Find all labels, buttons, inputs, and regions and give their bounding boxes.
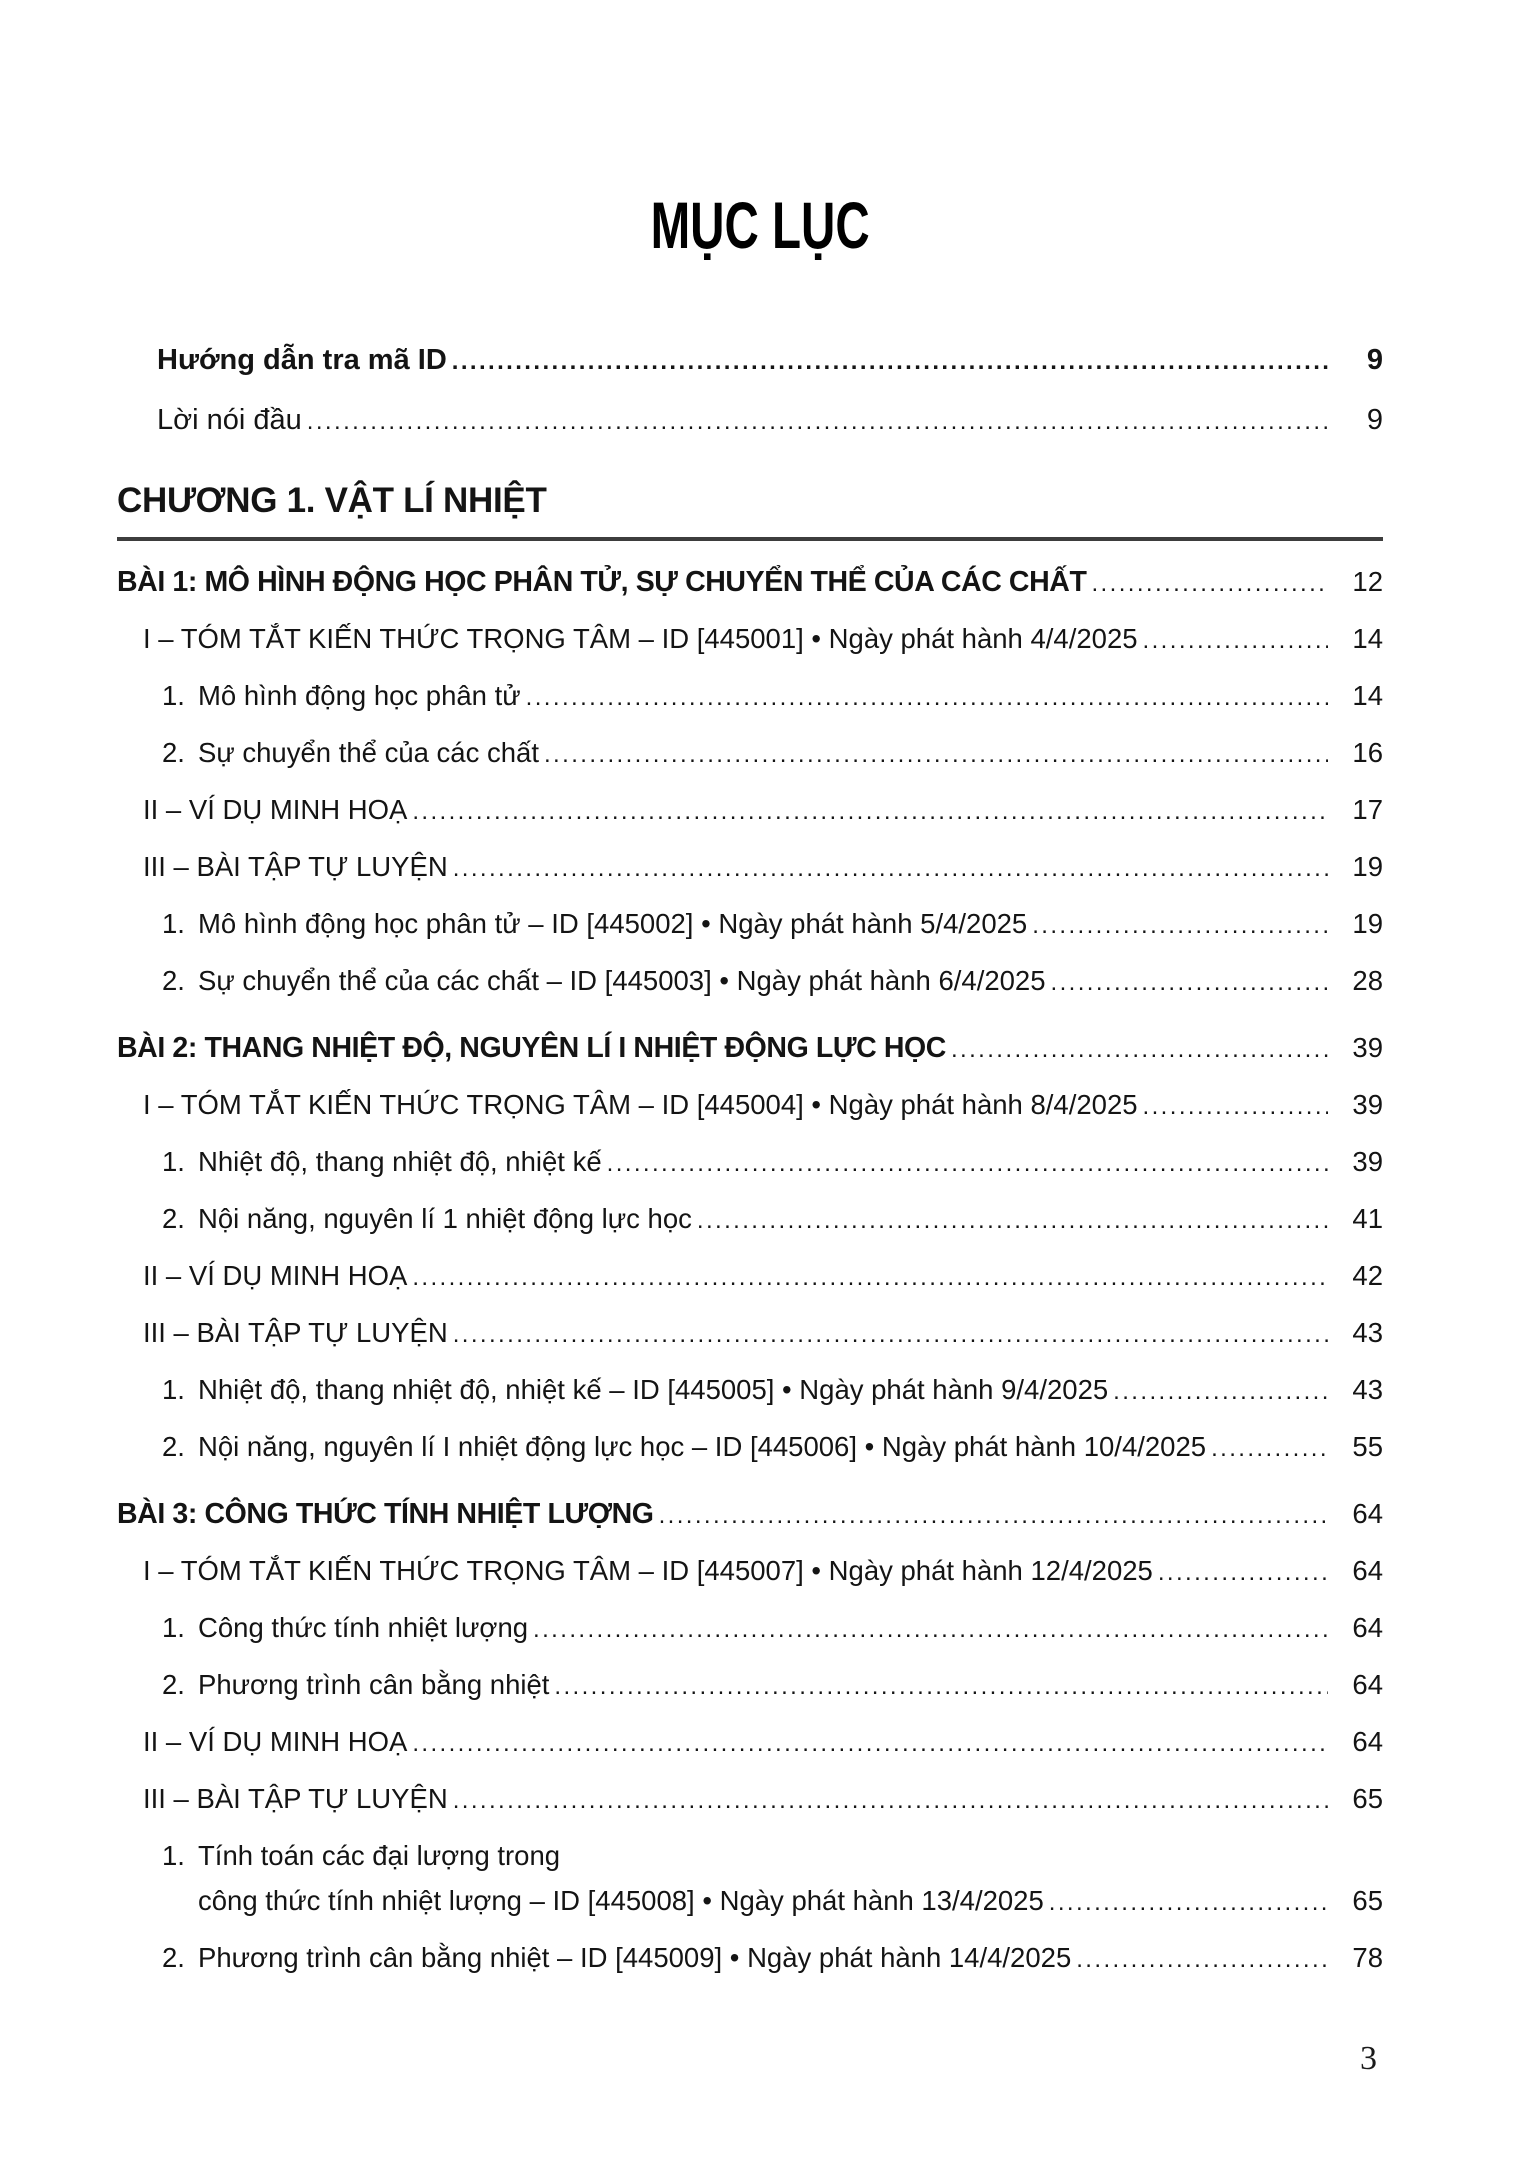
chapter-heading <box>117 471 1383 531</box>
toc-entry-item <box>117 1190 1383 1247</box>
toc-entry-title: Mô hình động học phân tử – ID [445002] • Ngày phát hành 5/4/2025 <box>198 908 1028 939</box>
toc-item-number: 1. <box>162 908 185 939</box>
dot-leader <box>1158 1544 1328 1601</box>
toc-entry-item-continuation <box>117 1872 1383 1929</box>
dot-leader <box>307 393 1328 450</box>
page-title-wrap <box>0 188 1520 262</box>
dot-leader <box>697 1192 1328 1249</box>
toc-entry-page: 19 <box>1352 908 1383 939</box>
toc-entry-title: I – TÓM TẮT KIẾN THỨC TRỌNG TÂM – ID [445004] • Ngày phát hành 8/4/2025 <box>143 1089 1138 1120</box>
toc-entry-page: 19 <box>1352 851 1383 882</box>
toc-entry-title: Nội năng, nguyên lí I nhiệt động lực học – ID [445006] • Ngày phát hành 10/4/2025 <box>198 1431 1207 1462</box>
chapter-divider <box>117 537 1383 541</box>
toc-entry-page: 65 <box>1352 1783 1383 1814</box>
toc-entry-page: 64 <box>1352 1726 1383 1757</box>
toc-entry-lesson <box>117 553 1383 610</box>
toc-entry-page: 16 <box>1352 737 1383 768</box>
dot-leader <box>1143 612 1328 669</box>
toc-entry-section <box>117 1542 1383 1599</box>
toc-entry-title: I – TÓM TẮT KIẾN THỨC TRỌNG TÂM – ID [445001] • Ngày phát hành 4/4/2025 <box>143 623 1138 654</box>
toc-entry-title: BÀI 3: CÔNG THỨC TÍNH NHIỆT LƯỢNG <box>117 1498 654 1530</box>
toc-entry-lesson <box>117 1019 1383 1076</box>
toc-entry-title: III – BÀI TẬP TỰ LUYỆN <box>143 1317 448 1348</box>
toc-item-number: 1. <box>162 680 185 711</box>
toc-entry-item <box>117 667 1383 724</box>
toc-entry-section <box>117 1076 1383 1133</box>
dot-leader <box>526 669 1328 726</box>
toc-entry-item <box>117 1418 1383 1475</box>
toc-entry-page: 78 <box>1352 1942 1383 1973</box>
toc-entry-item <box>117 952 1383 1009</box>
dot-leader <box>607 1135 1328 1192</box>
toc-item-number: 1. <box>162 1840 185 1871</box>
toc-item-number: 2. <box>162 1669 185 1700</box>
dot-leader <box>1076 1931 1328 1988</box>
toc-entry-section <box>117 838 1383 895</box>
dot-leader <box>453 1772 1328 1829</box>
dot-leader <box>1091 555 1328 612</box>
toc-entry-page: 41 <box>1352 1203 1383 1234</box>
toc-entry-title: I – TÓM TẮT KIẾN THỨC TRỌNG TÂM – ID [445007] • Ngày phát hành 12/4/2025 <box>143 1555 1153 1586</box>
toc-entry-title: BÀI 1: MÔ HÌNH ĐỘNG HỌC PHÂN TỬ, SỰ CHUYỂN THỂ CỦA CÁC CHẤT <box>117 566 1087 598</box>
toc-entry-title: II – VÍ DỤ MINH HOẠ <box>143 1726 408 1757</box>
toc-entry-title: công thức tính nhiệt lượng – ID [445008] • Ngày phát hành 13/4/2025 <box>198 1885 1044 1916</box>
dot-leader <box>412 783 1328 840</box>
dot-leader <box>1113 1363 1328 1420</box>
toc-entry-item <box>117 1599 1383 1656</box>
toc-entry-item <box>117 1361 1383 1418</box>
toc-entry-section <box>117 1247 1383 1304</box>
toc-entry-page: 28 <box>1352 965 1383 996</box>
toc-entry-page: 64 <box>1352 1555 1383 1586</box>
toc-entry-title: III – BÀI TẬP TỰ LUYỆN <box>143 851 448 882</box>
toc-entry-page: 64 <box>1352 1498 1383 1529</box>
toc-entry-title: Sự chuyển thể của các chất <box>198 737 539 768</box>
dot-leader <box>412 1715 1328 1772</box>
toc-entry-title: Công thức tính nhiệt lượng <box>198 1612 529 1643</box>
toc-entry-page: 14 <box>1352 623 1383 654</box>
toc-entry-item <box>117 724 1383 781</box>
toc-item-number: 2. <box>162 1431 185 1462</box>
dot-leader <box>533 1601 1328 1658</box>
toc-entry-section <box>117 1713 1383 1770</box>
toc-entry-section <box>117 1770 1383 1827</box>
toc-entry-section <box>117 610 1383 667</box>
page-title: MỤC LỤC <box>650 188 870 262</box>
toc-entry-page: 42 <box>1352 1260 1383 1291</box>
toc-entry-page: 64 <box>1352 1669 1383 1700</box>
toc-entry-item <box>117 1133 1383 1190</box>
toc-entry-title: Hướng dẫn tra mã ID <box>157 344 447 376</box>
dot-leader <box>951 1021 1328 1078</box>
dot-leader <box>544 726 1328 783</box>
dot-leader <box>412 1249 1328 1306</box>
toc-entry-item <box>117 895 1383 952</box>
toc-entry-page: 9 <box>1366 344 1383 376</box>
dot-leader <box>453 1306 1328 1363</box>
toc-entry-page: 55 <box>1352 1431 1383 1462</box>
toc-entry-title: III – BÀI TẬP TỰ LUYỆN <box>143 1783 448 1814</box>
toc-entry-item <box>117 1929 1383 1986</box>
toc-entry-title: II – VÍ DỤ MINH HOẠ <box>143 794 408 825</box>
dot-leader <box>554 1658 1328 1715</box>
toc-front-entry <box>117 392 1383 449</box>
toc-entry-title: II – VÍ DỤ MINH HOẠ <box>143 1260 408 1291</box>
toc-item-number: 2. <box>162 1203 185 1234</box>
folio-page-number: 3 <box>1360 2040 1377 2077</box>
toc-item-number: 1. <box>162 1374 185 1405</box>
toc-entry-page: 12 <box>1352 566 1383 597</box>
toc-entry-section <box>117 781 1383 838</box>
toc-entry-title: Tính toán các đại lượng trong <box>198 1840 561 1871</box>
toc-entry-page: 14 <box>1352 680 1383 711</box>
toc-entry-title: Phương trình cân bằng nhiệt – ID [445009] • Ngày phát hành 14/4/2025 <box>198 1942 1072 1973</box>
dot-leader <box>659 1487 1328 1544</box>
toc-entry-title: Phương trình cân bằng nhiệt <box>198 1669 550 1700</box>
dot-leader <box>1143 1078 1328 1135</box>
toc-entry-title: Mô hình động học phân tử <box>198 680 521 711</box>
toc-entry-page: 39 <box>1352 1032 1383 1063</box>
toc-entry-page: 39 <box>1352 1146 1383 1177</box>
toc-entry-title: Lời nói đầu <box>157 404 302 436</box>
toc-entry-title: Nhiệt độ, thang nhiệt độ, nhiệt kế <box>198 1146 602 1177</box>
dot-leader <box>1032 897 1328 954</box>
toc-front-entry <box>117 332 1383 389</box>
toc-entry-page: 39 <box>1352 1089 1383 1120</box>
dot-leader <box>1051 954 1328 1011</box>
toc-entry-section <box>117 1304 1383 1361</box>
dot-leader <box>452 333 1328 390</box>
toc-entry-item <box>117 1656 1383 1713</box>
dot-leader <box>1049 1874 1328 1931</box>
toc-content <box>117 332 1383 1986</box>
toc-item-number: 2. <box>162 965 185 996</box>
toc-entry-page: 9 <box>1366 404 1383 436</box>
toc-entry-title: Sự chuyển thể của các chất – ID [445003] • Ngày phát hành 6/4/2025 <box>198 965 1046 996</box>
toc-entry-page: 43 <box>1352 1374 1383 1405</box>
toc-entry-page: 65 <box>1352 1885 1383 1916</box>
chapter-heading-title: CHƯƠNG 1. VẬT LÍ NHIỆT <box>117 481 547 520</box>
toc-item-number: 2. <box>162 737 185 768</box>
dot-leader <box>453 840 1328 897</box>
toc-entry-lesson <box>117 1485 1383 1542</box>
toc-entry-title: Nội năng, nguyên lí 1 nhiệt động lực học <box>198 1203 692 1234</box>
toc-item-number: 1. <box>162 1612 185 1643</box>
toc-item-number: 1. <box>162 1146 185 1177</box>
toc-entry-title: BÀI 2: THANG NHIỆT ĐỘ, NGUYÊN LÍ I NHIỆT ĐỘNG LỰC HỌC <box>117 1032 946 1064</box>
toc-item-number: 2. <box>162 1942 185 1973</box>
toc-entry-page: 64 <box>1352 1612 1383 1643</box>
toc-entry-page: 43 <box>1352 1317 1383 1348</box>
dot-leader <box>1211 1420 1328 1477</box>
toc-entry-page: 17 <box>1352 794 1383 825</box>
toc-entry-title: Nhiệt độ, thang nhiệt độ, nhiệt kế – ID [445005] • Ngày phát hành 9/4/2025 <box>198 1374 1109 1405</box>
